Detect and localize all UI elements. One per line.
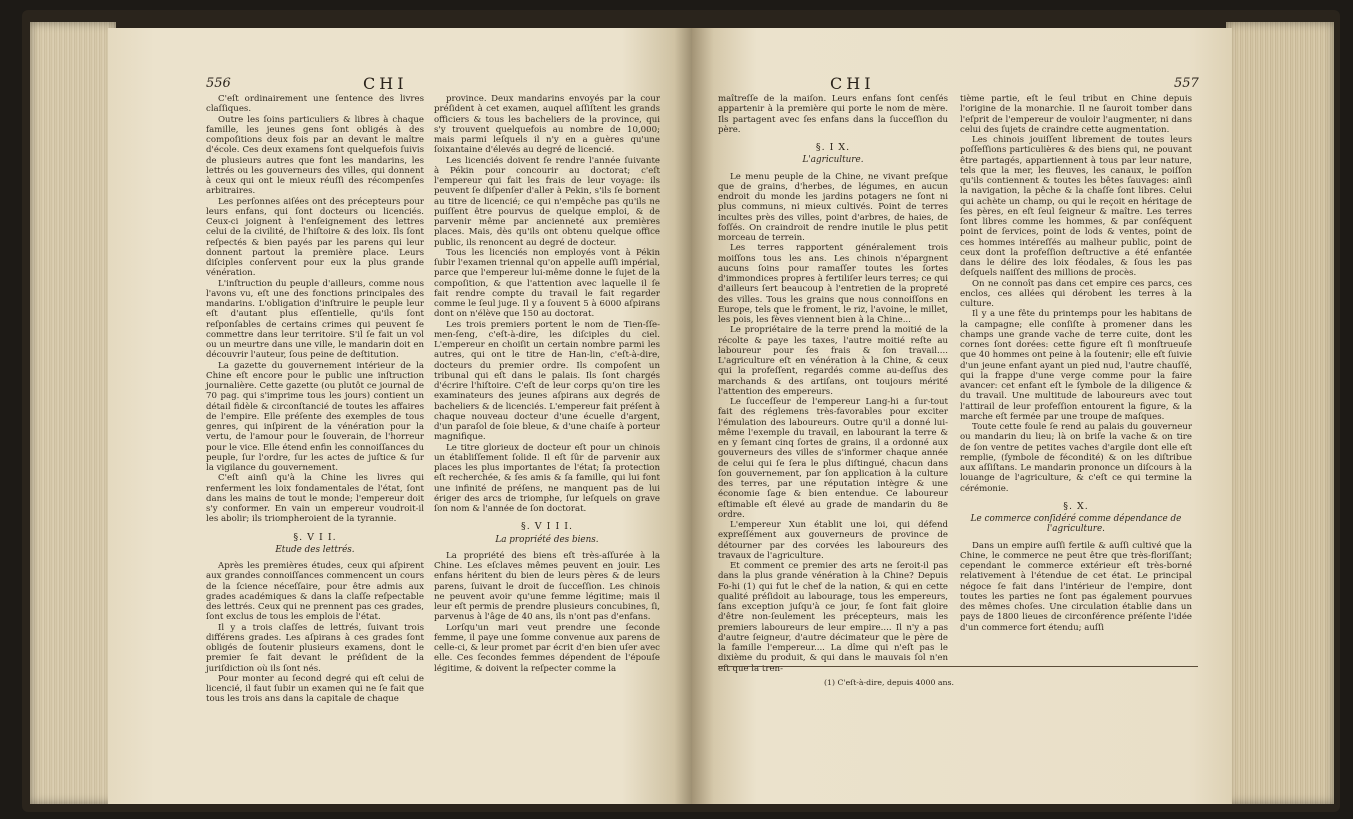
paragraph: Les perſonnes aiſées ont des précepteurs pour leurs enfans, qui ſont docteurs ou licenciés. Ceux-ci joignent à l'enſeignement des lettres celui de la civilité, de l'hiſtoire & des loix. Ils ſont reſpectés & bien payés par les parens qui leur donnent partout la première place. Leurs diſciples conſervent pour eux la plus grande vénération. xyxy=(206,196,424,279)
paragraph: Tous les licenciés non employés vont à Pékin ſubir l'examen triennal qu'on appelle auſſi impérial, parce que l'empereur lui-même donne le ſujet de la compoſition, & que l'attention avec laquelle il ſe fait rendre compte du travail le fait regarder comme le ſeul juge. Il y a ſouvent 5 à 6000 aſpirans dont on n'élève que 150 au doctorat. xyxy=(434,247,660,320)
running-head-left: CHI xyxy=(363,74,408,93)
left-page xyxy=(108,28,692,804)
left-page-column-1 xyxy=(206,94,424,705)
right-page xyxy=(692,28,1232,804)
paragraph: Les licenciés doivent ſe rendre l'année ſuivante à Pékin pour concourir au doctorat; c'eſt l'empereur qui fait les frais de leur voyage: ils peuvent ſe diſpenſer d'aller à Pekin, s'ils ſe bornent au titre de licencié; ce qui n'empêche pas qu'ils ne puiſſent être pourvus de quelque emploi, & de parvenir même par ancienneté aux premières places. Mais, dès qu'ils ont obtenu quelque office public, ils renoncent au degré de docteur. xyxy=(434,155,660,248)
running-head-right: CHI xyxy=(830,74,875,93)
paragraph: tième partie, eſt le ſeul tribut en Chine depuis l'origine de la monarchie. Il ne ſauroit tomber dans l'eſprit de l'empereur de vouloir l'augmenter, ni dans celui des ſujets de craindre cette augmentation. xyxy=(960,94,1192,135)
footnote: (1) C'eſt-à-dire, depuis 4000 ans. xyxy=(824,678,955,687)
paragraph: Il y a une fête du printemps pour les habitans de la campagne; elle conſiſte à promener dans les champs une grande vache de terre cuite, dont les cornes ſont dorées: cette figure eſt ſi monſtrueuſe que 40 hommes ont peine à la ſoutenir; elle eſt ſuivie d'un jeune enfant ayant un pied nud, l'autre chauſſé, qui la frappe d'une verge comme pour la faire avancer: cet enfant eſt le ſymbole de la diligence & du travail. Une multitude de laboureurs avec tout l'attirail de leur profeſſion entourent la figure, & la marche eſt fermée par une troupe de maſques. xyxy=(960,309,1192,422)
page-number-right: 557 xyxy=(1174,76,1199,91)
paragraph: Le titre glorieux de docteur eſt pour un chinois un établiſſement ſolide. Il eſt ſûr de parvenir aux places les plus importantes de l'état; ſa protection eſt recherchée, & ſes amis & ſa famille, qui lui font une infinité de préſens, ne manquent pas de lui ériger des arcs de triomphe, ſur leſquels on grave ſon nom & l'année de ſon doctorat. xyxy=(434,442,660,514)
paragraph: On ne connoît pas dans cet empire ces parcs, ces enclos, ces allées qui dérobent les terres à la culture. xyxy=(960,278,1192,309)
right-page-column-1 xyxy=(718,94,948,674)
paragraph: C'eſt ainſi qu'à la Chine les livres qui renferment les loix fondamentales de l'état, ſont dans les mains de tout le monde; l'empereur doit s'y conformer. En vain un empereur voudroit-il les abolir; ils triompheroient de la tyrannie. xyxy=(206,473,424,525)
paragraph: La gazette du gouvernement intérieur de la Chine eſt encore pour le public une inſtruction journalière. Cette gazette (ou plutôt ce journal de 70 pag. qui s'imprime tous les jours) contient un détail fidèle & circonſtancié de toutes les affaires de l'empire. Elle préſente des exemples de tous genres, qui inſpirent de la vénération pour la vertu, de l'amour pour le ſouverain, de l'horreur pour le vice. Elle étend enfin les connoiſſances du peuple, ſur l'ordre, ſur les actes de juſtice & ſur la vigilance du gouvernement. xyxy=(206,360,424,473)
page-number-left: 556 xyxy=(206,76,231,91)
section-subtitle: La propriété des biens. xyxy=(495,534,599,545)
paragraph: Le propriétaire de la terre prend la moitié de la récolte & paye les taxes, l'autre moitié reſte au laboureur pour ſes frais & ſon travail.... L'agriculture eſt en vénération à la Chine, & ceux qui la profeſſent, regardés comme au-deſſus des marchands & des artiſans, ont toujours mérité l'attention des empereurs. xyxy=(718,325,948,397)
paragraph: Le ſucceſſeur de l'empereur Lang-hi a ſur-tout fait des réglemens très-favorables pour exciter l'émulation des laboureurs. Outre qu'il a donné lui-même l'exemple du travail, en labourant la terre & en y ſemant cinq ſortes de grains, il a ordonné aux gouverneurs des villes de s'informer chaque année de celui qui ſe ſera le plus diſtingué, chacun dans ſon gouvernement, par ſon application à la culture des terres, par une réputation intègre & une économie ſage & bien entendue. Ce laboureur eſtimable eſt élevé au grade de mandarin du 8e ordre. xyxy=(718,397,948,520)
section-subtitle: Etude des lettrés. xyxy=(275,544,355,555)
paragraph: Outre les ſoins particuliers & libres à chaque famille, les jeunes gens ſont obligés à des compoſitions deux fois par an devant le maître d'école. Ces deux examens ſont quelquefois ſuivis de plusieurs autres que font les mandarins, les lettrés ou les gouverneurs des villes, qui donnent à ceux qui ont le mieux réuſſi des récompenſes arbitraires. xyxy=(206,114,424,197)
footnote-rule xyxy=(718,666,1198,667)
paragraph: Pour monter au ſecond degré qui eſt celui de licencié, il faut ſubir un examen qui ne ſe fait que tous les trois ans dans la capitale de chaque xyxy=(206,673,424,705)
paragraph: province. Deux mandarins envoyés par la cour préſident à cet examen, auquel aſſiſtent les grands officiers & tous les bacheliers de la province, qui s'y trouvent quelquefois au nombre de 10,000; mais parmi leſquels il n'y en a guères qu'une ſoixantaine d'élevés au degré de licencié. xyxy=(434,94,660,156)
paragraph: Les chinois jouiſſent librement de toutes leurs poſſeſſions particulières & des biens qui, ne pouvant être partagés, appartiennent à tous par leur nature, tels que la mer, les fleuves, les canaux, le poiſſon qu'ils contiennent & toutes les bêtes ſauvages: ainſi la navigation, la pêche & la chaſſe ſont libres. Celui qui achète un champ, ou qui le reçoit en héritage de ſes pères, en eſt ſeul ſeigneur & maître. Les terres ſont libres comme les hommes, & par conſéquent point de ſervices, point de lods & ventes, point de ces hommes intéreſſés au malheur public, point de ceux dont la profeſſion deſtructive a été enfantée dans le délire des loix féodales, & ſous les pas deſquels naiſſent des millions de procès. xyxy=(960,135,1192,279)
paragraph: Dans un empire auſſi fertile & auſſi cultivé que la Chine, le commerce ne peut être que très-floriſſant; cependant le commerce extérieur eſt très-borné relativement à l'étendue de cet état. Le principal négoce ſe fait dans l'intérieur de l'empire, dont toutes les parties ne ſont pas également pourvues des mêmes choſes. Une circulation établie dans un pays de 1800 lieues de circonférence préſente l'idée d'un commerce fort étendu; auſſi xyxy=(960,540,1192,633)
right-page-edges xyxy=(1226,22,1334,804)
paragraph: La propriété des biens eſt très-aſſurée à la Chine. Les eſclaves mêmes peuvent en jouir. Les enfans héritent du bien de leurs pères & de leurs parens, ſuivant le droit de ſucceſſion. Les chinois ne peuvent avoir qu'une femme légitime; mais il leur eſt permis de prendre plusieurs concubines, ſi, parvenus à l'âge de 40 ans, ils n'ont pas d'enfans. xyxy=(434,550,660,623)
paragraph: Le menu peuple de la Chine, ne vivant preſque que de grains, d'herbes, de légumes, en aucun endroit du monde les jardins potagers ne ſont ni plus communs, ni mieux cultivés. Point de terres incultes près des villes, point d'arbres, de haies, de foſſés. On craindroit de rendre inutile le plus petit morceau de terrein. xyxy=(718,171,948,243)
paragraph: C'eſt ordinairement une ſentence des livres claſſiques. xyxy=(206,94,424,115)
paragraph: Et comment ce premier des arts ne ſeroit-il pas dans la plus grande vénération à la Chine? Depuis Fo-hi (1) qui fut le chef de la nation, & qui en cette qualité préſidoit au labourage, tous les empereurs, ſans exception juſqu'à ce jour, ſe ſont fait gloire d'être non-ſeulement les précepteurs, mais les premiers laboureurs de leur empire.... Il n'y a pas d'autre ſeigneur, d'autre décimateur que le père de la famille l'empereur.... La dîme qui n'eſt pas le dixième du produit, & qui dans le mauvais ſol n'en eſt que la tren- xyxy=(718,561,948,674)
section-heading: §. V I I I. xyxy=(521,521,573,533)
paragraph: L'empereur Xun établit une loi, qui défend expreſſément aux gouverneurs de province de détourner par des corvées les laboureurs des travaux de l'agriculture. xyxy=(718,520,948,561)
paragraph: maîtreſſe de la maiſon. Leurs enfans ſont cenſés appartenir à la première qui porte le nom de mère. Ils partagent avec ſes enfans dans la ſucceſſion du père. xyxy=(718,94,948,135)
section-subtitle: Le commerce conſidéré comme dépendance de l'agriculture. xyxy=(970,514,1182,535)
section-subtitle: L'agriculture. xyxy=(802,155,864,166)
section-heading: §. V I I. xyxy=(293,531,337,543)
paragraph: Les trois premiers portent le nom de Tien-ſſe-men-ſeng, c'eſt-à-dire, les diſciples du ciel. L'empereur en choiſit un certain nombre parmi les autres, qui ont le titre de Han-lin, c'eſt-à-dire, docteurs du premier ordre. Ils compoſent un tribunal qui eſt dans le palais. Ils ſont chargés d'écrire l'hiſtoire. C'eſt de leur corps qu'on tire les examinateurs des jeunes aſpirans aux degrés de bacheliers & de licenciés. L'empereur fait préſent à chaque nouveau docteur d'une écuelle d'argent, d'un paraſol de ſoie bleue, & d'une chaiſe à porteur magnifique. xyxy=(434,319,660,443)
paragraph: Lorſqu'un mari veut prendre une ſeconde femme, il paye une ſomme convenue aux parens de celle-ci, & leur promet par écrit d'en bien uſer avec elle. Ces ſecondes femmes dépendent de l'épouſe légitime, & doivent la reſpecter comme la xyxy=(434,622,660,674)
paragraph: Les terres rapportent généralement trois moiſſons tous les ans. Les chinois n'épargnent aucuns ſoins pour ramaſſer toutes les ſortes d'immondices propres à fertiliſer leurs terres; ce qui d'ailleurs ſert beaucoup à l'entretien de la propreté des villes. Tous les grains que nous connoiſſons en Europe, tels que le froment, le riz, l'avoine, le millet, les pois, les fèves viennent bien à la Chine... xyxy=(718,243,948,325)
paragraph: Après les premières études, ceux qui aſpirent aux grandes connoiſſances commencent un cours de la ſcience néceſſaire, pour être admis aux grades académiques & dans la claſſe reſpectable des lettrés. Ceux qui ne prennent pas ces grades, ſont exclus de tous les emplois de l'état. xyxy=(206,561,424,623)
section-heading: §. X. xyxy=(1063,500,1089,512)
paragraph: Toute cette foule ſe rend au palais du gouverneur ou mandarin du lieu; là on briſe la vache & on tire de ſon ventre de petites vaches d'argile dont elle eſt remplie, (ſymbole de fécondité) & on les diſtribue aux aſſiſtans. Le mandarin prononce un diſcours à la louange de l'agriculture, & c'eſt ce qui termine la cérémonie. xyxy=(960,422,1192,494)
section-heading: §. I X. xyxy=(815,142,851,153)
left-page-column-2 xyxy=(434,94,660,674)
paragraph: Il y a trois claſſes de lettrés, ſuivant trois différens grades. Les aſpirans à ces grades ſont obligés de ſoutenir plusieurs examens, dont le premier ſe fait devant le préſident de la juriſdiction où ils ſont nés. xyxy=(206,622,424,674)
right-page-column-2 xyxy=(960,94,1192,633)
paragraph: L'inſtruction du peuple d'ailleurs, comme nous l'avons vu, eſt une des fonctions principales des mandarins. L'obligation d'inſtruire le peuple leur eſt d'autant plus eſſentielle, qu'ils ſont reſponſables de certains crimes qui peuvent ſe commettre dans leur territoire. S'il ſe fait un vol ou un meurtre dans une ville, le mandarin doit en découvrir l'auteur, ſous peine de deſtitution. xyxy=(206,278,424,361)
left-page-edges xyxy=(30,22,116,804)
